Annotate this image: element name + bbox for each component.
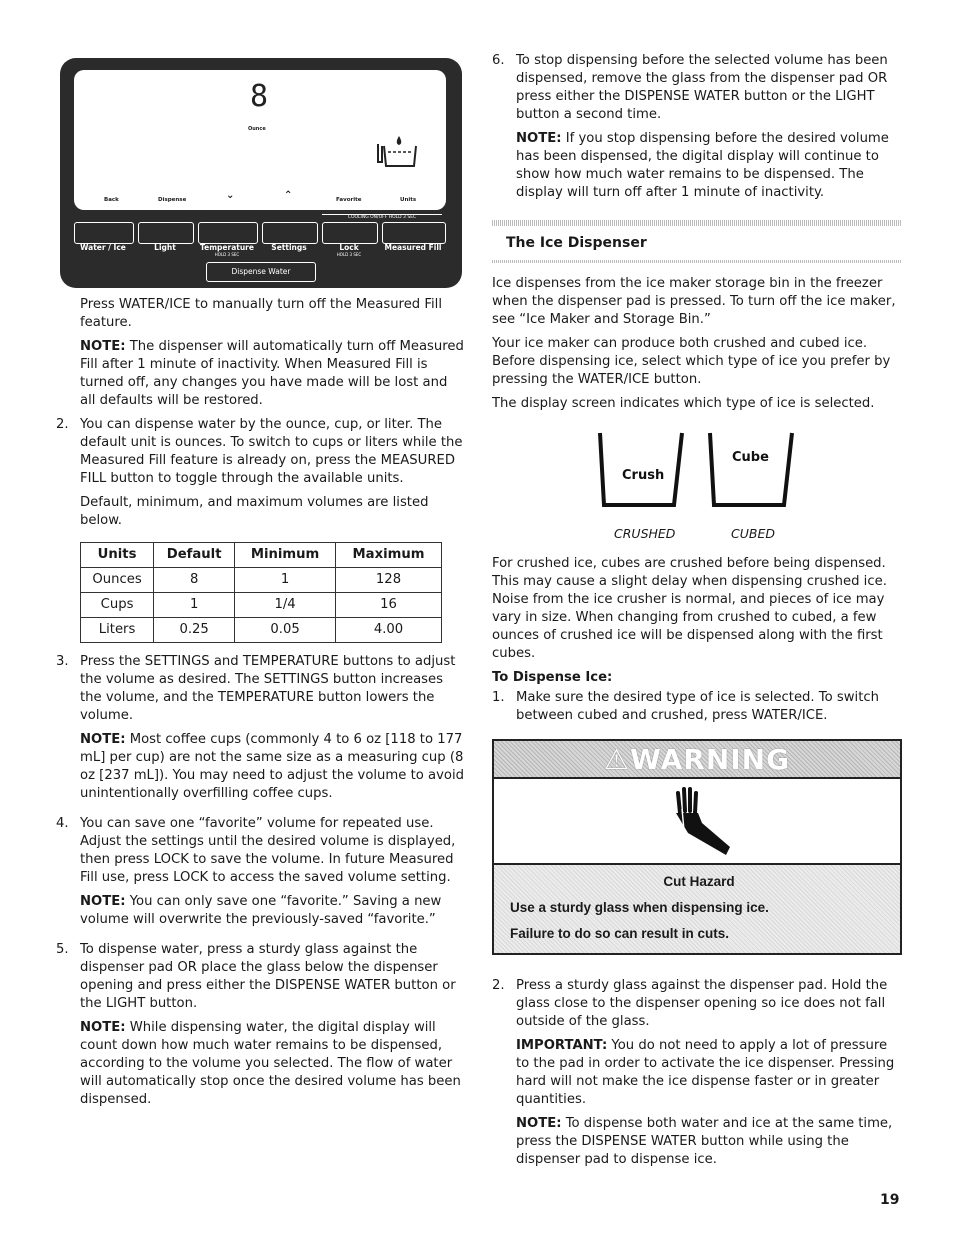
note-paragraph: NOTE: To dispense both water and ice at the same time, press the DISPENSE WATER button while using the dispenser pad to dispense ice. (516, 1116, 893, 1167)
note-paragraph: NOTE: While dispensing water, the digital display will count down how much water remains to be dispensed, according to the volume you selected. The flow of water will automatically stop once the desired volume has been dispensed. (80, 1020, 461, 1107)
warning-line: Failure to do so can result in cuts. (510, 926, 730, 941)
crush-label: Crush (622, 468, 665, 483)
table-row: Cups 1 1/4 16 (81, 593, 442, 618)
list-item: 1. Make sure the desired type of ice is selected. To switch between cubed and crushed, press WATER/ICE. (492, 690, 879, 723)
section-rule (492, 260, 902, 263)
measured-fill-label: Measured Fill (384, 243, 442, 252)
lock-button[interactable] (322, 222, 378, 244)
warning-title: ⚠WARNING (494, 741, 900, 779)
paragraph: For crushed ice, cubes are crushed before being dispensed. This may cause a slight delay when dispensing crushed ice. Noise from the ice crusher is normal, and pieces of ice may vary in size. When changing from crushed to cubed, a few ounces of crushed ice will be dispensed along with the first cubes. (492, 556, 887, 661)
list-item: 2. You can dispense water by the ounce, cup, or liter. The default unit is ounces. To switch to cups or liters while the Measured Fill feature is already on, press the MEASURED FILL button to toggle through the available units. Default, minimum, and maximum volumes are listed below. (56, 417, 463, 528)
dispense-water-button[interactable]: Dispense Water (206, 262, 316, 282)
display-screen (74, 70, 446, 210)
unit-label: Ounce (248, 126, 266, 132)
screen-labels (74, 188, 446, 202)
list-item: 4. You can save one “favorite” volume for repeated use. Adjust the settings until the desired volume is displayed, then press LOCK to save the volume. In future Measured Fill use, press LOCK to access the saved volume setting. NOTE: You can only save one “favorite.” Saving a new volume will overwrite the previously-saved “favorite.” (56, 815, 466, 935)
table-header: Minimum (235, 543, 336, 568)
list-item: 3. Press the SETTINGS and TEMPERATURE buttons to adjust the volume as desired. The SETTINGS button increases the volume, and the TEMPERATURE button lowers the volume. NOTE: Most coffee cups (commonly 4 to 6 oz [118 to 177 mL] per cup) are not the same size as a measuring cup (8 oz [237 mL]). You may need to adjust the volume to avoid unintentionally overfilling coffee cups. (56, 654, 464, 801)
table-header: Maximum (336, 543, 442, 568)
warning-box (492, 739, 902, 955)
list-item: 5. To dispense water, press a sturdy glass against the dispenser pad OR place the glass below the dispenser opening and press either the DISPENSE WATER button or the LIGHT button. NOTE: While dispensing water, the digital display will count down how much water remains to be dispensed, according to the volume you selected. The flow of water will automatically stop once the desired volume has been dispensed. (56, 941, 466, 1115)
back-label: Back (104, 197, 119, 203)
light-button[interactable] (138, 222, 194, 244)
panel-button-row (74, 222, 448, 244)
crushed-caption: CRUSHED (614, 526, 676, 541)
crushed-ice-icon (596, 431, 686, 521)
table-row: Liters 0.25 0.05 4.00 (81, 618, 442, 643)
list-item: 2. Press a sturdy glass against the dispenser pad. Hold the glass close to the dispenser opening so ice does not fall outside of the glass. IMPORTANT: You do not need to apply a lot of pressure to the pad in order to activate the ice dispenser. Pressing hard will not make the ice dispense faster or in greater quantities. NOTE: To dispense both water and ice at the same time, press the DISPENSE WATER button while using the dispenser pad to dispense ice. (492, 977, 902, 1175)
note-paragraph: NOTE: Most coffee cups (commonly 4 to 6 oz [118 to 177 mL] per cup) are not the same size as a measuring cup (8 oz [237 mL]). You may need to adjust the volume to avoid unintentionally overfilling coffee cups. (80, 732, 464, 801)
warning-heading: Cut Hazard (663, 874, 735, 889)
water-ice-label: Water / Ice (80, 243, 126, 252)
table-row: Ounces 8 1 128 (81, 568, 442, 593)
ice-type-figures (492, 421, 902, 549)
table-header: Units (81, 543, 154, 568)
lock-label: Lock HOLD 3 SEC (336, 243, 362, 257)
subheading: To Dispense Ice: (492, 670, 613, 685)
right-column (492, 52, 902, 1181)
water-cup-icon (374, 132, 424, 172)
page-number: 19 (880, 1192, 900, 1208)
note-paragraph: NOTE: If you stop dispensing before the desired volume has been dispensed, the digital display will continue to show how much water remains to be dispensed. The display will turn off after 1 minute of inactivity. (516, 131, 889, 200)
dispenser-control-panel (60, 58, 462, 288)
paragraph: Ice dispenses from the ice maker storage bin in the freezer when the dispenser pad is pressed. To turn off the ice maker, see “Ice Maker and Storage Bin.” (492, 276, 896, 327)
cooling-hold-label: COOLING ON/OFF HOLD 3 SEC (322, 214, 442, 221)
paragraph: Your ice maker can produce both crushed and cubed ice. Before dispensing ice, select which type of ice you prefer by pressing the WATER/ICE button. (492, 336, 891, 387)
important-paragraph: IMPORTANT: You do not need to apply a lot of pressure to the pad in order to activate the ice dispenser. Pressing hard will not make the ice dispense faster or in greater quantities. (516, 1038, 895, 1107)
chevron-down-icon: ⌄ (226, 190, 235, 201)
light-label: Light (154, 243, 176, 252)
cube-label: Cube (732, 450, 769, 465)
warning-line: Use a sturdy glass when dispensing ice. (510, 900, 769, 915)
measured-fill-intro (80, 296, 466, 410)
note-paragraph: NOTE: You can only save one “favorite.” Saving a new volume will overwrite the previously-saved “favorite.” (80, 894, 442, 927)
settings-button[interactable] (262, 222, 318, 244)
units-label: Units (400, 197, 417, 203)
chevron-up-icon: ⌃ (284, 190, 293, 201)
water-ice-button[interactable] (74, 222, 134, 244)
settings-label: Settings (271, 243, 307, 252)
left-column (56, 58, 466, 1121)
volume-digit: 8 (250, 79, 267, 114)
warning-text (494, 865, 900, 953)
volume-table (80, 542, 442, 643)
table-header: Default (154, 543, 235, 568)
temperature-label: Temperature HOLD 3 SEC (200, 243, 254, 257)
note-paragraph: NOTE: The dispenser will automatically turn off Measured Fill after 1 minute of inactivity. When Measured Fill is turned off, any changes you have made will be lost and all defaults will be restored. (80, 339, 464, 408)
cubed-ice-icon (706, 431, 796, 521)
list-item: 6. To stop dispensing before the selected volume has been dispensed, remove the glass from the dispenser pad OR press either the DISPENSE WATER button or the LIGHT button a second time. NOTE: If you stop dispensing before the desired volume has been dispensed, the digital display will continue to show how much water remains to be dispensed. The display will turn off after 1 minute of inactivity. (492, 52, 902, 208)
section-rule (492, 220, 902, 226)
dispense-label: Dispense (158, 197, 187, 203)
paragraph: The display screen indicates which type of ice is selected. (492, 396, 875, 411)
favorite-label: Favorite (336, 197, 362, 203)
measured-fill-button[interactable] (382, 222, 446, 244)
temperature-button[interactable] (198, 222, 258, 244)
intro-text: Press WATER/ICE to manually turn off the Measured Fill feature. (80, 297, 442, 330)
cut-hand-icon (668, 787, 734, 857)
cubed-caption: CUBED (731, 526, 775, 541)
section-title: The Ice Dispenser (506, 235, 647, 251)
warning-icon-area (494, 779, 900, 865)
